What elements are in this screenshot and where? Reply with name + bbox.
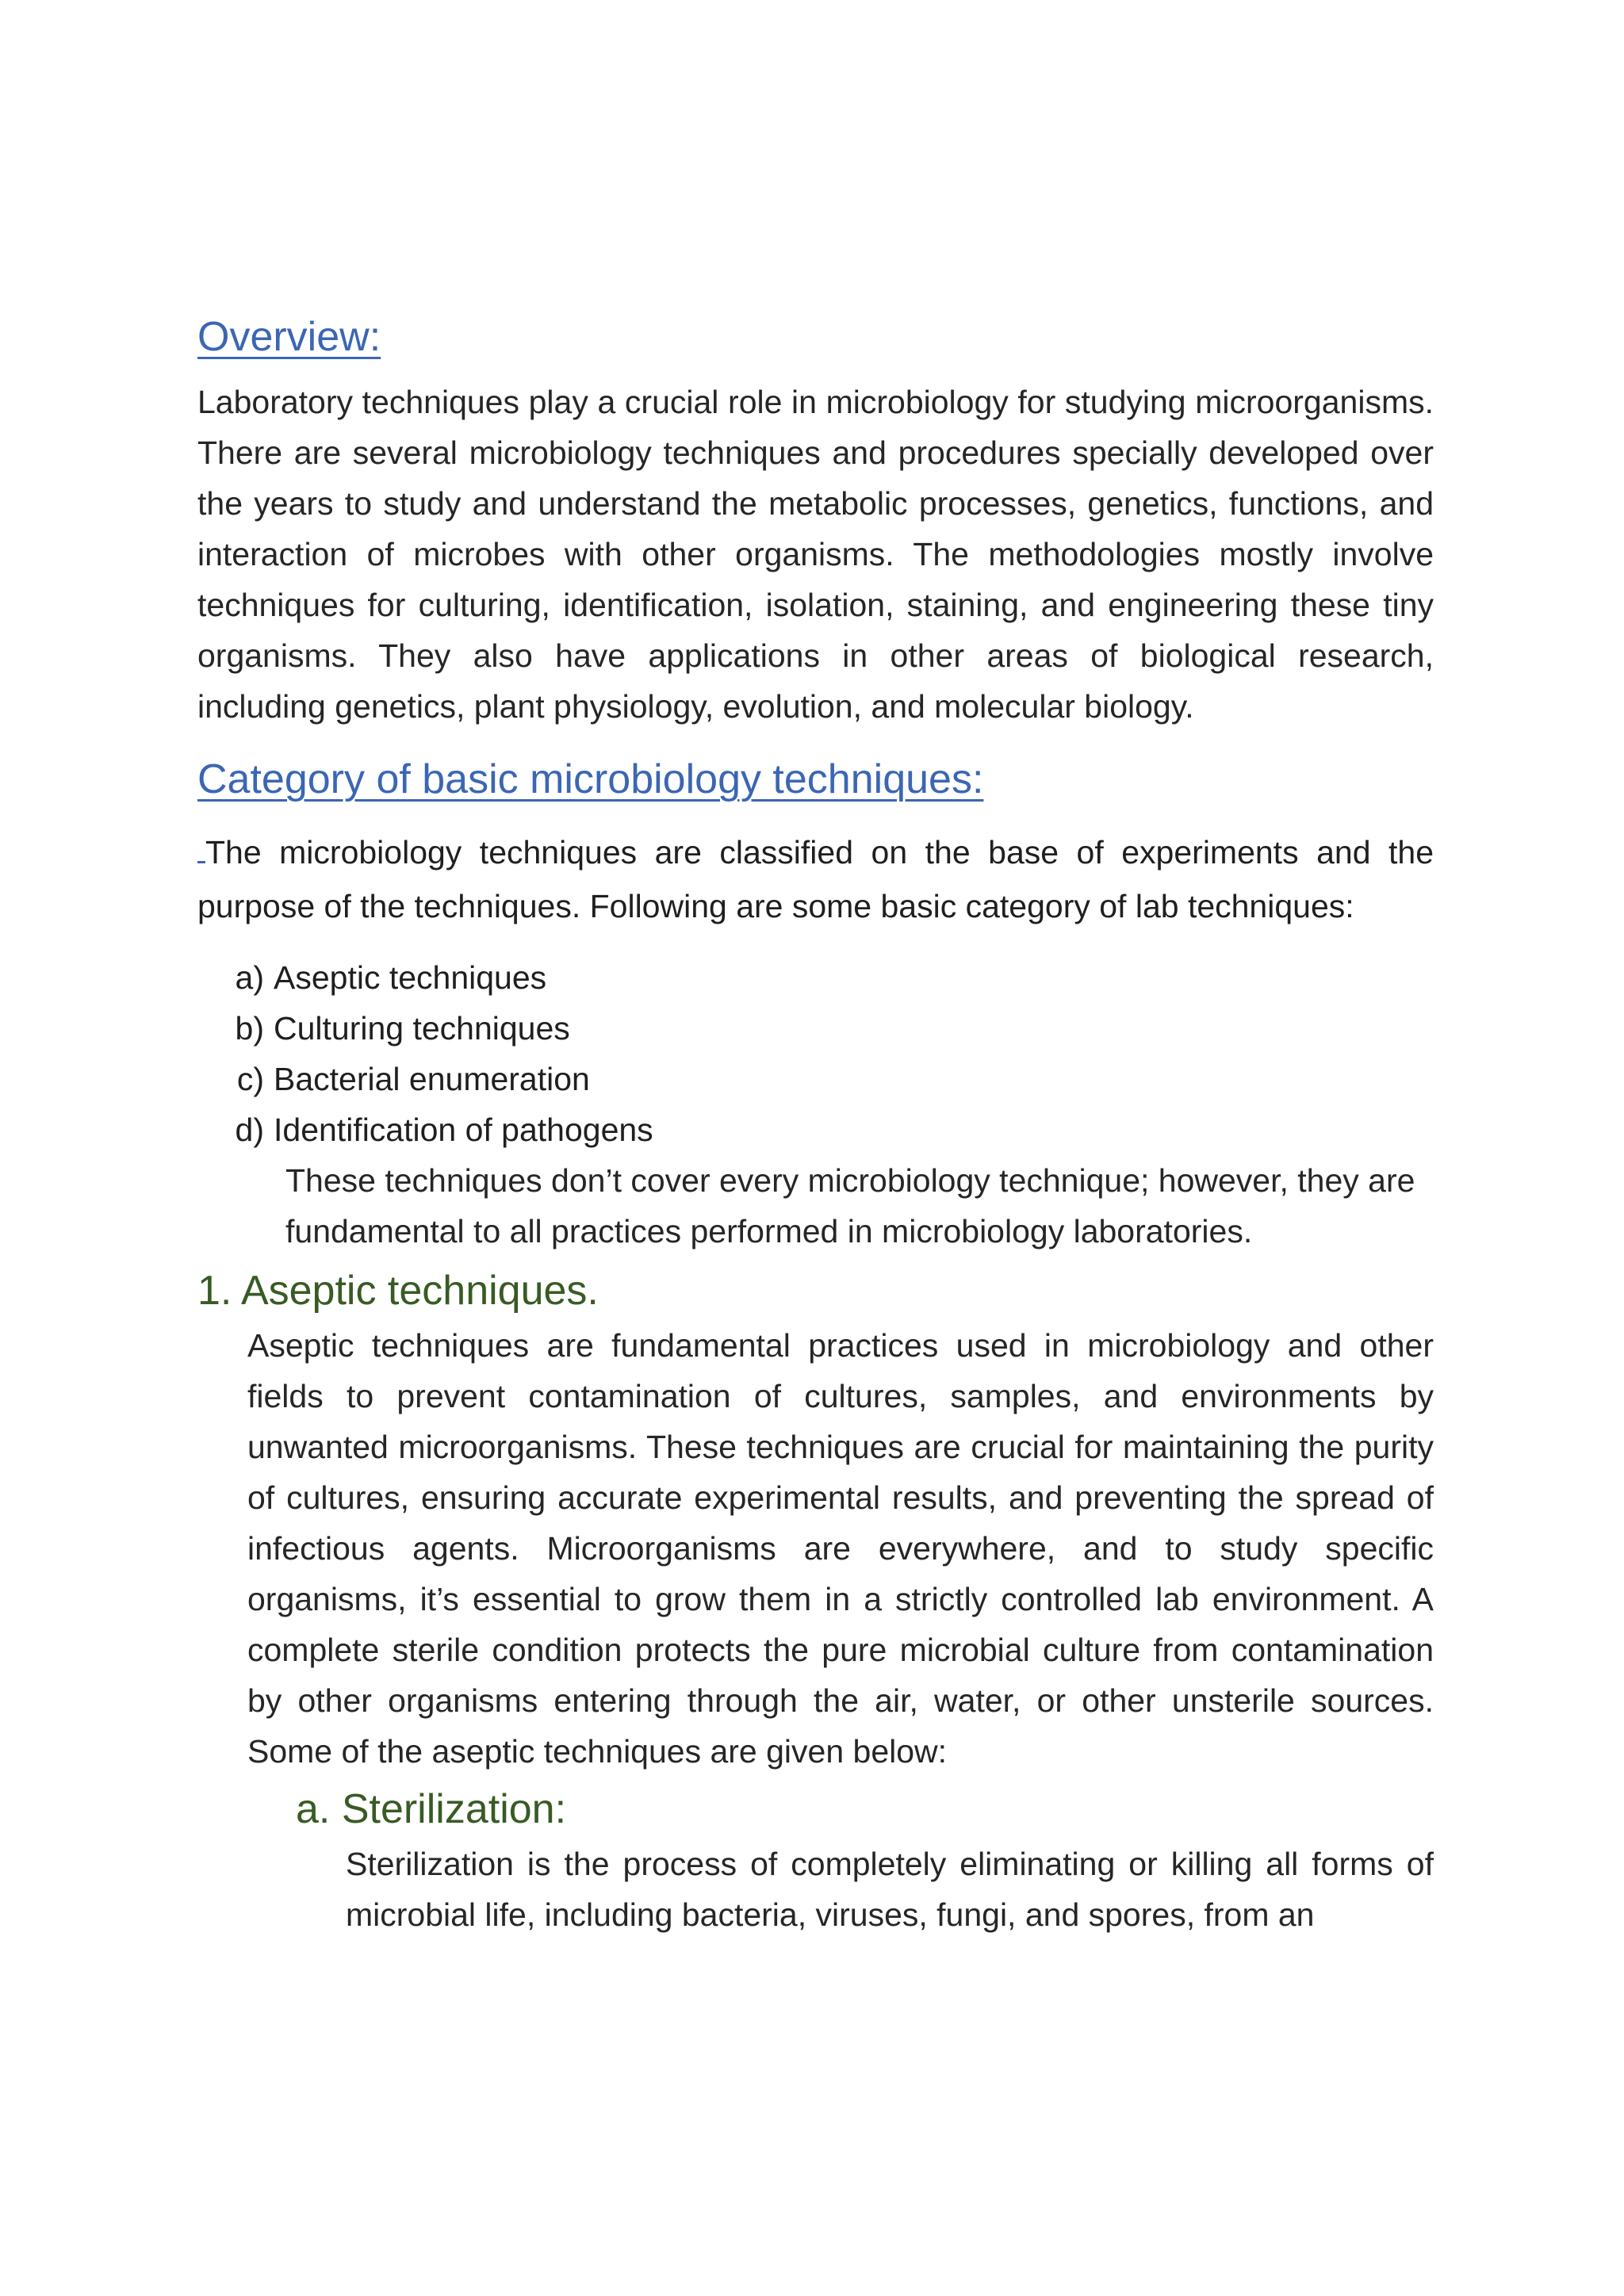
overview-heading: Overview: [197,314,381,360]
overview-paragraph: Laboratory techniques play a crucial role in microbiology for studying microorganisms. There are several microbiology techniques and procedures specially developed over the years to study and understand the metabolic processes, genetics, functions, and interaction of microbes with other organisms. The methodologies mostly involve techniques for culturing, identification, isolation, staining, and engineering these tiny organisms. They also have applications in other areas of biological research, including genetics, plant physiology, evolution, and molecular biology. [197,384,1434,725]
list-item [197,1003,1434,1054]
technique-category-list [197,952,1434,1155]
category-heading: Category of basic microbiology techniques: [197,756,984,802]
subsection-sterilization-heading: a. Sterilization: [296,1786,567,1832]
category-intro-block [197,825,1434,933]
list-item [197,1104,1434,1155]
list-item [197,1054,1434,1104]
subsection-sterilization-paragraph: Sterilization is the process of completely eliminating or killing all forms of microbial life, including bacteria, viruses, fungi, and spores, from an [346,1846,1434,1933]
list-marker: c) [236,1061,264,1097]
list-item-label: Culturing techniques [274,1010,570,1047]
list-marker: b) [235,1010,264,1047]
list-item-label: Identification of pathogens [274,1112,653,1148]
list-marker: a) [235,959,264,996]
list-item-label: Bacterial enumeration [274,1061,590,1097]
category-intro: The microbiology techniques are classified on the base of experiments and the purpose of the techniques. Following are some basic category of lab techniques: [197,834,1434,924]
underscore-mark [197,861,205,863]
list-marker: d) [235,1112,264,1148]
list-item [197,952,1434,1003]
list-item-label: Aseptic techniques [274,959,547,996]
section-aseptic-paragraph: Aseptic techniques are fundamental practices used in microbiology and other fields to prevent contamination of cultures, samples, and environments by unwanted microorganisms. These techniques are crucial for maintaining the purity of cultures, ensuring accurate experimental results, and preventing the spread of infectious agents. Microorganisms are everywhere, and to study specific organisms, it’s essential to grow them in a strictly controlled lab environment. A complete sterile condition protects the pure microbial culture from contamination by other organisms entering through the air, water, or other unsterile sources. Some of the aseptic techniques are given below: [247,1327,1434,1770]
section-aseptic-heading: 1. Aseptic techniques. [197,1268,599,1314]
list-note: These techniques don’t cover every microbiology technique; however, they are fundamental to all practices performed in microbiology laboratories. [285,1162,1415,1249]
